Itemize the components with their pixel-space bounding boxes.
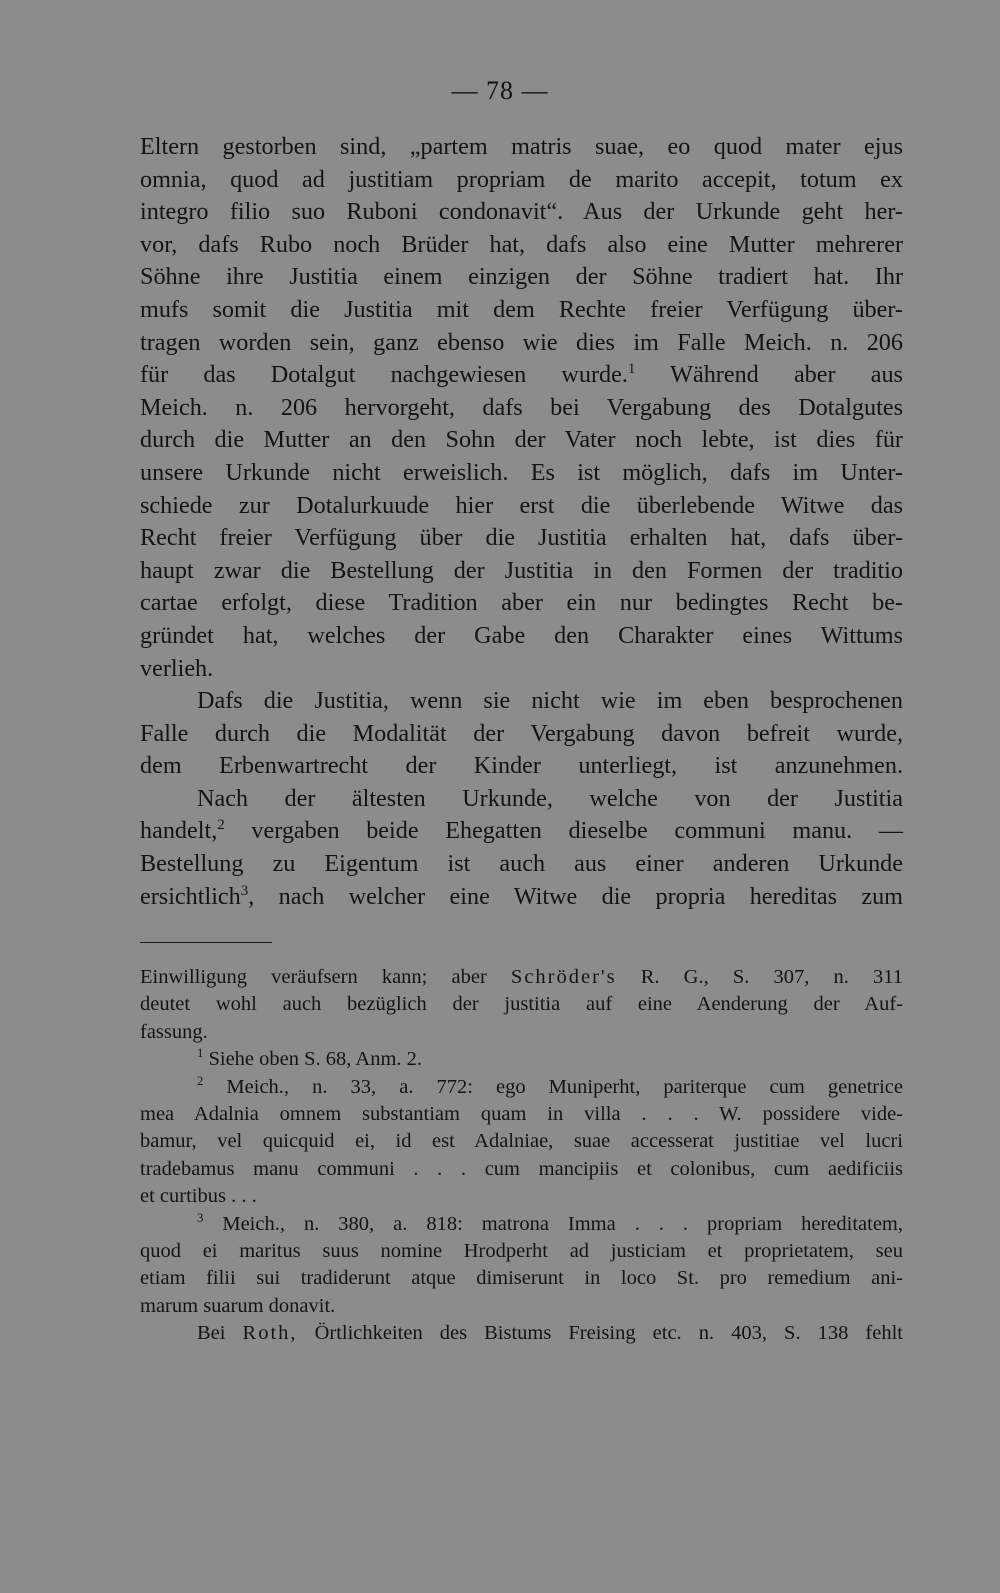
footnote-line: marum suarum donavit. — [140, 1294, 336, 1317]
text-segment: , nach welcher eine Witwe die propria hereditas zum — [248, 882, 903, 910]
footnote-2 — [140, 1074, 903, 1101]
footnote-mark: 2 — [197, 1073, 204, 1088]
footnote-line: etiam filii sui tradiderunt atque dimiserunt in loco St. pro remedium ani- — [140, 1267, 903, 1290]
text-line: cartae erfolgt, diese Tradition aber ein nur bedingtes Recht be- — [140, 589, 903, 617]
text-line — [140, 881, 903, 914]
text-segment: Örtlichkeiten des Bistums Freising etc. n. 403, S. 138 fehlt — [314, 1322, 903, 1345]
footnote-line: et curtibus . . . — [140, 1185, 257, 1208]
footnote-line: deutet wohl auch bezüglich der justitia auf eine Aenderung der Auf- — [140, 993, 903, 1016]
page-number: — 78 — — [451, 76, 549, 105]
text-line: dem Erbenwartrecht der Kinder unterliegt, ist anzunehmen. — [140, 752, 903, 780]
text-line: Eltern gestorben sind, „partem matris suae, eo quod mater ejus — [140, 133, 903, 160]
text-line: vor, dafs Rubo noch Brüder hat, dafs also eine Mutter mehrerer — [140, 230, 903, 258]
text-line: haupt zwar die Bestellung der Justitia in den Formen der traditio — [140, 556, 903, 584]
footnote-ref-2: 2 — [217, 817, 225, 834]
footnote-line: fassung. — [140, 1020, 208, 1043]
text-line: omnia, quod ad justitiam propriam de marito accepit, totum ex — [140, 165, 903, 193]
text-line: durch die Mutter an den Sohn der Vater noch lebte, ist dies für — [140, 426, 903, 454]
footnote-line: quod ei maritus suus nomine Hrodperht ad justiciam et proprietatem, seu — [140, 1239, 903, 1262]
footnote-mark: 3 — [197, 1210, 204, 1225]
text-segment: für das Dotalgut nachgewiesen wurde. — [140, 361, 628, 389]
footnote-ref-1: 1 — [627, 361, 636, 378]
text-line: Meich. n. 206 hervorgeht, dafs bei Vergabung des Dotalgutes — [140, 393, 903, 421]
text-segment: Während aber aus — [670, 361, 903, 389]
footnote-line: bamur, vel quicquid ei, id est Adalniae, suae accesserat justitiae vel lucri — [140, 1130, 903, 1153]
text-line: Bestellung zu Eigentum ist auch aus einer anderen Urkunde — [140, 850, 903, 878]
text-segment: ersichtlich — [140, 882, 241, 910]
text-line: tragen worden sein, ganz ebenso wie dies im Falle Meich. n. 206 — [140, 328, 903, 356]
text-segment: Siehe oben S. 68, Anm. 2. — [208, 1048, 423, 1071]
text-segment: Bei — [197, 1322, 226, 1345]
text-line: integro filio suo Ruboni condonavit“. Aus der Urkunde geht her- — [140, 198, 903, 226]
footnotes — [140, 964, 903, 1347]
footnote-line: mea Adalnia omnem substantiam quam in villa . . . W. possidere vide- — [140, 1102, 903, 1125]
text-line: Recht freier Verfügung über die Justitia erhalten hat, dafs über- — [140, 524, 903, 552]
text-line — [140, 815, 903, 848]
text-line: Falle durch die Modalität der Vergabung davon befreit wurde, — [140, 719, 903, 747]
text-line — [140, 359, 903, 392]
text-line: Nach der ältesten Urkunde, welche von der Justitia — [197, 784, 903, 812]
text-segment: handelt, — [140, 817, 218, 845]
footnote-ref-3: 3 — [240, 882, 249, 899]
text-line: verlieh. — [140, 654, 214, 682]
text-segment: vergaben beide Ehegatten dieselbe communi manu. — — [251, 817, 903, 845]
text-segment: Einwilligung veräufsern kann; aber — [140, 966, 487, 988]
footnote-1 — [140, 1046, 903, 1073]
text-segment: Meich., n. 33, a. 772: ego Muniperht, pariterque cum genetrice — [226, 1075, 903, 1098]
text-line: Dafs die Justitia, wenn sie nicht wie im eben besprochenen — [197, 687, 903, 715]
main-text — [140, 131, 903, 913]
text-line: mufs somit die Justitia mit dem Rechte freier Verfügung über- — [140, 295, 903, 323]
footnote-3 — [140, 1211, 903, 1238]
text-segment: Meich., n. 380, a. 818: matrona Imma . . . propriam hereditatem, — [222, 1212, 904, 1235]
author-name: Roth, — [242, 1322, 298, 1345]
text-line: Söhne ihre Justitia einem einzigen der Söhne tradiert hat. Ihr — [140, 263, 903, 291]
text-line: unsere Urkunde nicht erweislich. Es ist möglich, dafs im Unter- — [140, 458, 903, 486]
footnote-line: tradebamus manu communi . . . cum mancipiis et colonibus, cum aedificiis — [140, 1157, 903, 1180]
text-line: schiede zur Dotalurkuude hier erst die überlebende Witwe das — [140, 491, 903, 519]
text-segment: R. G., S. 307, n. 311 — [640, 966, 904, 988]
footnote-mark: 1 — [197, 1046, 204, 1061]
text-line: gründet hat, welches der Gabe den Charakter eines Wittums — [140, 621, 903, 649]
author-name: Schröder's — [510, 966, 617, 988]
footnote-line — [140, 1320, 903, 1347]
footnote-separator — [140, 942, 272, 943]
footnote-line — [140, 964, 903, 991]
